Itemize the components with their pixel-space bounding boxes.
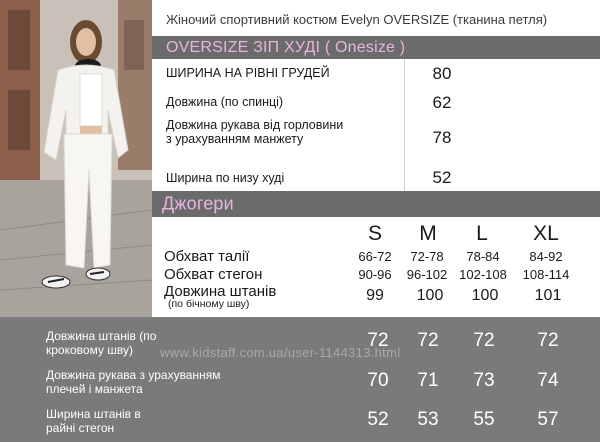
joggers-header-bar	[152, 191, 600, 217]
joggers-cell: 108-114	[522, 267, 570, 282]
joggers-cell: 100	[416, 287, 444, 304]
extra-row-label: Ширина штанів в райні стегон	[46, 407, 141, 435]
extra-cell: 71	[417, 370, 439, 391]
hoodie-row-value: 78	[432, 128, 452, 147]
hoodie-header-bar	[152, 36, 600, 59]
extra-cell: 72	[537, 330, 559, 351]
extra-cell: 72	[473, 330, 495, 351]
joggers-cell: 102-108	[459, 267, 507, 282]
joggers-cell: 66-72	[358, 249, 392, 264]
extra-row-label: Довжина штанів (по кроковому шву)	[46, 329, 157, 357]
hoodie-row-value: 52	[432, 168, 452, 187]
size-label: S	[367, 222, 382, 245]
extra-cell: 52	[367, 409, 389, 430]
extra-cell: 57	[537, 409, 559, 430]
joggers-row-label: Обхват талії	[164, 248, 250, 265]
joggers-header: Джогери	[162, 193, 234, 214]
joggers-cell: 99	[366, 287, 384, 304]
extra-cell: 73	[473, 370, 495, 391]
extra-cell: 74	[537, 370, 559, 391]
extra-cell: 55	[473, 409, 495, 430]
joggers-cell: 84-92	[529, 249, 563, 264]
model-illustration	[0, 0, 152, 317]
extra-row-label: Довжина рукава з урахуванням плечей і манжета	[46, 368, 221, 396]
hoodie-row-label: Довжина (по спинці)	[166, 95, 284, 109]
extra-cell: 72	[367, 330, 389, 351]
size-label: XL	[533, 222, 559, 245]
joggers-row-label: Обхват стегон	[164, 266, 263, 283]
size-label: M	[419, 222, 437, 245]
joggers-cell: 78-84	[466, 249, 500, 264]
joggers-row-sublabel: (по бічному шву)	[168, 298, 250, 310]
hoodie-row-label: Довжина рукава від горловини з урахуванням манжету	[166, 118, 344, 146]
joggers-cell: 100	[471, 287, 499, 304]
page-title: Жіночий спортивний костюм Evelyn OVERSIZE (тканина петля)	[166, 12, 548, 27]
model-photo	[0, 0, 152, 317]
size-header-row	[0, 222, 600, 248]
extra-cell: 70	[367, 370, 389, 391]
hoodie-row-value: 62	[432, 93, 452, 112]
extra-cell: 53	[417, 409, 439, 430]
hoodie-row-label: ШИРИНА НА РІВНІ ГРУДЕЙ	[166, 66, 330, 80]
joggers-cell: 101	[534, 287, 562, 304]
hoodie-row-value: 80	[432, 64, 452, 83]
joggers-cell: 72-78	[410, 249, 444, 264]
hoodie-row-label: Ширина по низу худі	[166, 171, 285, 185]
hoodie-header: OVERSIZE ЗІП ХУДІ ( Onesize )	[166, 38, 406, 56]
size-label: L	[476, 222, 488, 245]
extra-cell: 72	[417, 330, 439, 351]
column-divider	[404, 59, 405, 191]
joggers-row-label: Довжина штанів	[164, 283, 277, 300]
joggers-cell: 96-102	[406, 267, 448, 282]
joggers-cell: 90-96	[358, 267, 392, 282]
watermark-text: www.kidstaff.com.ua/user-1144313.html	[160, 345, 401, 360]
